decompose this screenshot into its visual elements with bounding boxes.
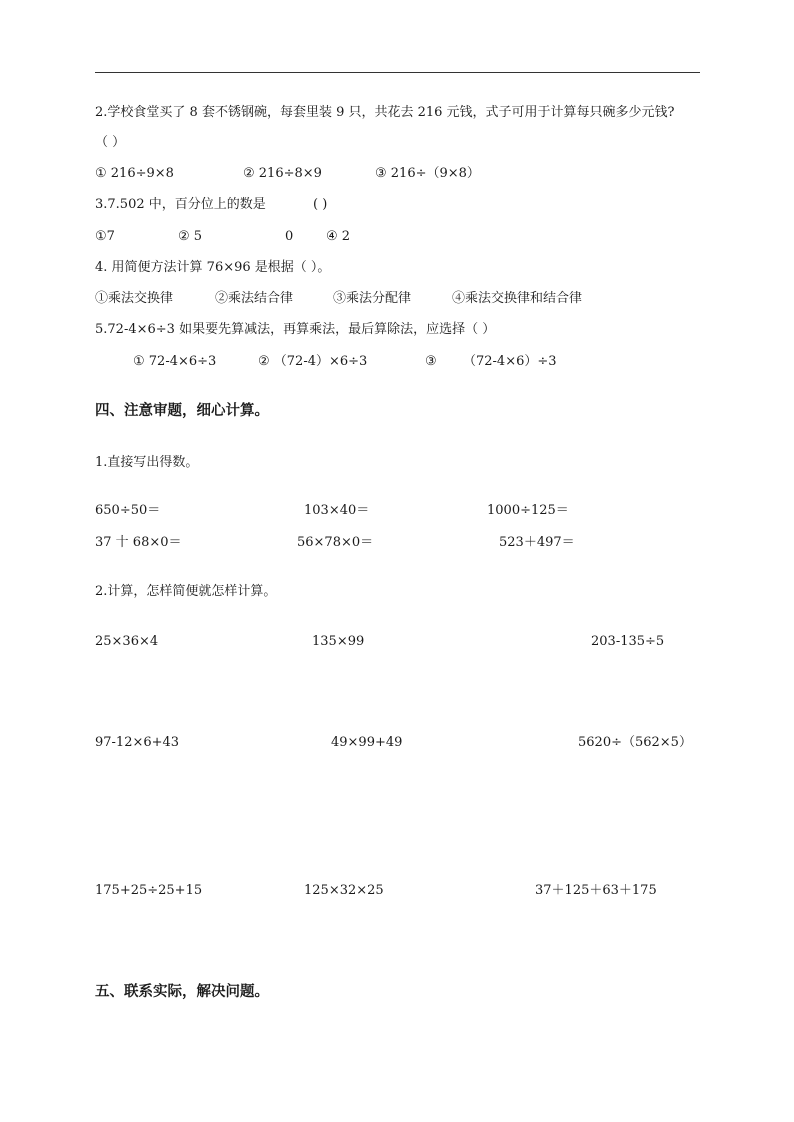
q4-option-2: ②乘法结合律 bbox=[215, 291, 294, 306]
oral-calc-item: 37 十 68×0＝ bbox=[95, 535, 182, 550]
q3-option-2: ② 5 bbox=[178, 229, 203, 244]
q4-option-1: ①乘法交换律 bbox=[95, 291, 174, 306]
q3-stem: 3.7.502 中，百分位上的数是 bbox=[95, 197, 266, 212]
q2-option-2: ② 216÷8×9 bbox=[243, 166, 322, 181]
calc-problem: 97-12×6+43 bbox=[95, 735, 180, 750]
section-4-title: 四、注意审题，细心计算。 bbox=[95, 402, 269, 419]
q5-stem: 5.72-4×6÷3 如果要先算减法，再算乘法，最后算除法，应选择（ ） bbox=[95, 322, 496, 337]
oral-calc-item: 650÷50＝ bbox=[95, 503, 161, 518]
oral-calc-item: 56×78×0＝ bbox=[297, 535, 374, 550]
oral-calc-item: 1000÷125＝ bbox=[487, 503, 569, 518]
section-4-part2-title: 2.计算，怎样简便就怎样计算。 bbox=[95, 584, 277, 599]
section-5-title: 五、联系实际，解决问题。 bbox=[95, 983, 269, 1000]
q3-option-1: ①7 bbox=[95, 229, 115, 244]
q4-option-3: ③乘法分配律 bbox=[333, 291, 412, 306]
q2-answer-paren: （ ） bbox=[95, 135, 126, 150]
section-4-part1-title: 1.直接写出得数。 bbox=[95, 455, 199, 470]
calc-problem: 203-135÷5 bbox=[591, 634, 665, 649]
q2-option-3: ③ 216÷（9×8） bbox=[375, 166, 480, 181]
q3-answer-paren: ( ) bbox=[313, 197, 328, 212]
calc-problem: 49×99+49 bbox=[331, 735, 403, 750]
q2-stem: 2.学校食堂买了 8 套不锈钢碗，每套里装 9 只，共花去 216 元钱，式子可用于计算每只碗多少元钱? bbox=[95, 105, 675, 120]
header-rule bbox=[95, 72, 700, 73]
q4-stem: 4. 用简便方法计算 76×96 是根据（ ）。 bbox=[95, 260, 331, 275]
calc-problem: 37＋125＋63＋175 bbox=[535, 883, 657, 898]
q5-option-3: ③ bbox=[425, 354, 437, 369]
oral-calc-item: 523＋497＝ bbox=[499, 535, 575, 550]
calc-problem: 25×36×4 bbox=[95, 634, 159, 649]
q5-option-1: ① 72-4×6÷3 bbox=[133, 354, 217, 369]
q3-option-4: ④ 2 bbox=[326, 229, 351, 244]
q5-option-2: ② （72-4）×6÷3 bbox=[258, 354, 368, 369]
calc-problem: 135×99 bbox=[312, 634, 365, 649]
q3-option-3: 0 bbox=[285, 229, 294, 244]
calc-problem: 175+25÷25+15 bbox=[95, 883, 203, 898]
q2-option-1: ① 216÷9×8 bbox=[95, 166, 174, 181]
q4-option-4: ④乘法交换律和结合律 bbox=[452, 291, 583, 306]
calc-problem: 5620÷（562×5） bbox=[578, 735, 692, 750]
calc-problem: 125×32×25 bbox=[304, 883, 384, 898]
oral-calc-item: 103×40＝ bbox=[304, 503, 370, 518]
q5-option-3-expression: （72-4×6）÷3 bbox=[463, 354, 557, 369]
